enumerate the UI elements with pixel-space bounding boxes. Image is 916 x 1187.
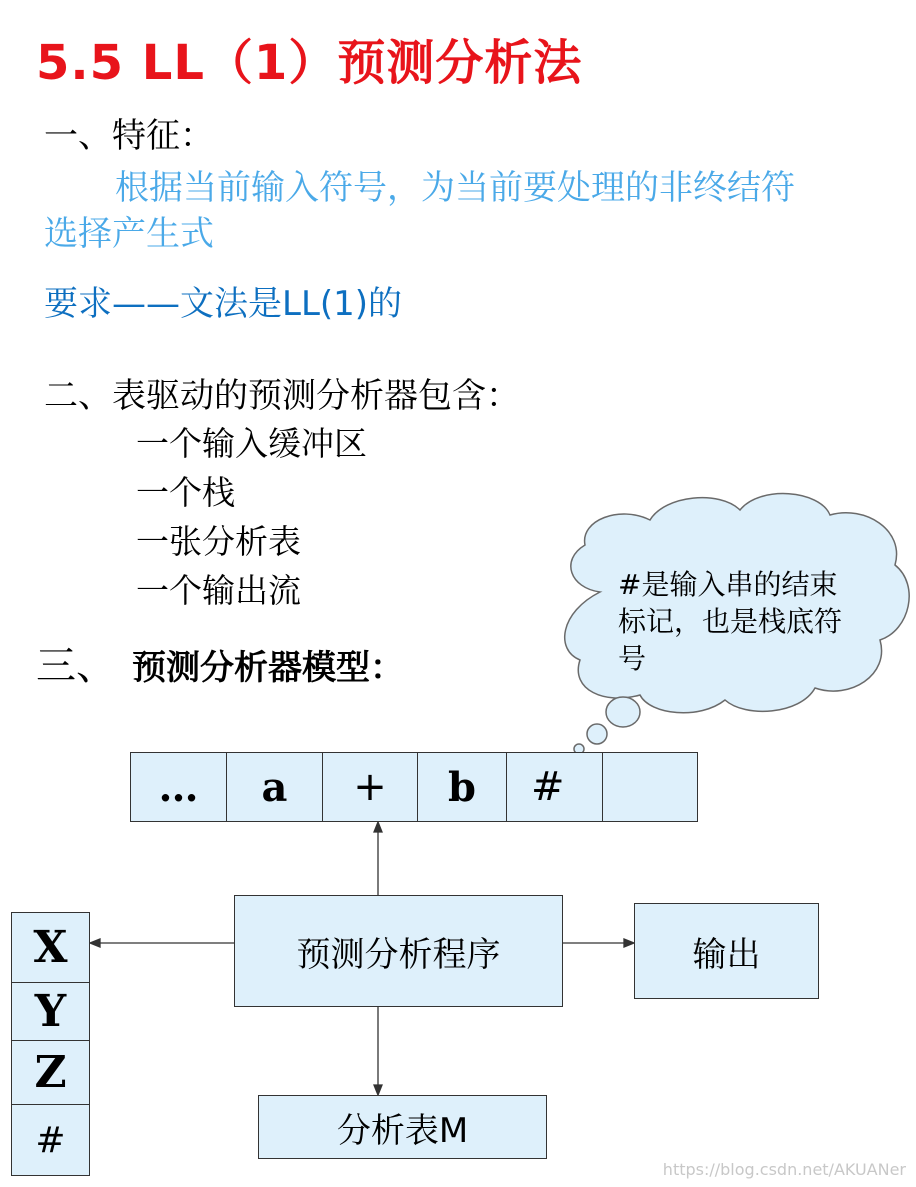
watermark: https://blog.csdn.net/AKUANer — [662, 1160, 906, 1179]
output-box: 输出 — [634, 903, 819, 999]
section1-heading: 一、特征： — [44, 116, 214, 156]
arrow-down-head — [374, 1085, 382, 1095]
stack-cell: Y — [11, 982, 90, 1041]
input-buffer-cell: # — [506, 752, 603, 822]
section2-item: 一个栈 — [136, 473, 235, 512]
section1-line2: 选择产生式 — [44, 214, 214, 254]
section2-item: 一个输出流 — [136, 571, 301, 610]
section2-item: 一个输入缓冲区 — [136, 424, 367, 463]
input-buffer-cell: + — [322, 752, 418, 822]
input-buffer-cell — [602, 752, 698, 822]
predictive-program-box: 预测分析程序 — [234, 895, 563, 1007]
section3-prefix: 三、 — [36, 643, 116, 689]
input-buffer-cell: a — [226, 752, 323, 822]
cloud-bubble-large — [606, 697, 640, 727]
stack-cell: X — [11, 912, 90, 983]
section2-heading: 二、表驱动的预测分析器包含： — [44, 376, 520, 416]
input-buffer-cell: … — [130, 752, 227, 822]
arrow-left-head — [90, 939, 100, 947]
cloud-note-text: #是输入串的结束标记，也是栈底符号 — [618, 568, 843, 675]
section3-heading: 预测分析器模型： — [132, 648, 404, 688]
page-title: 5.5 LL（1）预测分析法 — [36, 35, 583, 91]
stack-cell: Z — [11, 1040, 90, 1105]
stack-cell: # — [11, 1104, 90, 1176]
parse-table-box: 分析表M — [258, 1095, 547, 1159]
cloud-bubble-medium — [587, 724, 607, 744]
section1-requirement: 要求——文法是LL(1)的 — [44, 284, 403, 324]
input-buffer-cell: b — [417, 752, 507, 822]
arrow-right-head — [624, 939, 634, 947]
arrow-up-head — [374, 822, 382, 832]
section1-line1: 根据当前输入符号，为当前要处理的非终结符 — [115, 168, 795, 208]
section2-item: 一张分析表 — [136, 522, 301, 561]
